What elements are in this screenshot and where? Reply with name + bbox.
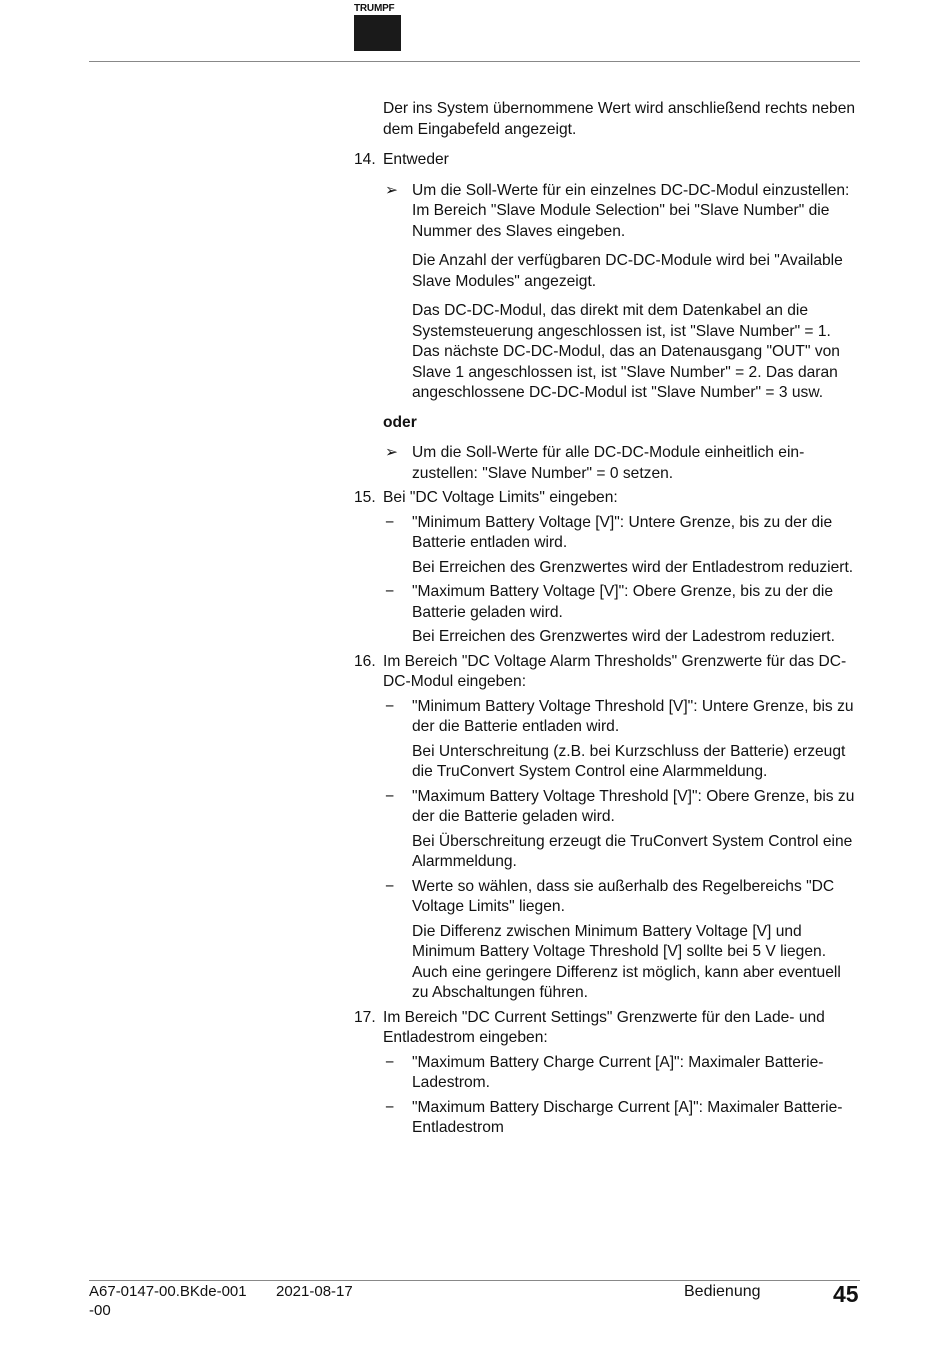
footer-rule xyxy=(89,1280,860,1281)
step-number: 15. xyxy=(354,489,376,506)
option-item xyxy=(383,181,861,404)
oder-label: oder xyxy=(383,413,417,431)
list-item xyxy=(383,513,861,579)
footer-doc-id: A67-0147-00.BKde-001-00 xyxy=(89,1283,247,1319)
option-note: Die Anzahl der verfügbaren DC-DC-Module wird bei "Available Slave Modules" angezeigt. xyxy=(412,252,843,290)
step-title: Im Bereich "DC Voltage Alarm Thresholds" Grenzwerte für das DC-DC-Modul eingeben: xyxy=(383,652,847,690)
item-text: "Minimum Battery Voltage [V]": Untere Grenze, bis zu der die Batterie entladen wird. xyxy=(412,513,833,551)
arrow-marker-icon: ➢ xyxy=(385,181,399,199)
item-text: "Maximum Battery Voltage [V]": Obere Grenze, bis zu der die Batterie geladen wird. xyxy=(412,583,834,621)
option-item xyxy=(383,443,861,484)
option-text: Um die Soll-Werte für alle DC-DC-Module einheitlich einzustellen: "Slave Number" = 0 setzen. xyxy=(412,444,805,482)
arrow-marker-icon: ➢ xyxy=(385,444,399,461)
step-number: 16. xyxy=(354,652,376,670)
option-note: Das DC-DC-Modul, das direkt mit dem Datenkabel an die Systemsteuerung angeschlossen ist, ist "Slave Number" = 1. Das nächste DC-DC-Modul, das an Datenausgang "OUT" von Slave 1 angeschlossen ist, ist "Slave Number" = 2. Das daran angeschlossene DC-DC-Modul ist "Slave Number" = 3 usw. xyxy=(412,302,840,401)
item-note: Die Differenz zwischen Minimum Battery Voltage [V] und Minimum Battery Voltage Threshold [V] sollte bei 5 V liegen. Auch eine geringere Differenz ist möglich, kann aber eventuell zu Abschaltungen führen. xyxy=(412,922,841,1001)
item-text: "Minimum Battery Voltage Threshold [V]": Untere Grenze, bis zu der die Batterie entladen wird. xyxy=(412,697,854,735)
list-item xyxy=(383,1053,861,1094)
footer-section: Bedienung xyxy=(684,1283,761,1300)
list-item xyxy=(383,877,861,1004)
step-number: 14. xyxy=(354,151,376,168)
logo-block xyxy=(354,15,401,51)
item-note: Bei Erreichen des Grenzwertes wird der Entladestrom reduziert. xyxy=(412,558,854,576)
dash-marker: − xyxy=(385,583,395,600)
step-16 xyxy=(354,652,861,1004)
step-15 xyxy=(354,488,861,648)
trumpf-logo xyxy=(354,4,401,51)
dash-marker: − xyxy=(385,787,395,805)
list-item xyxy=(383,787,861,873)
dash-marker: − xyxy=(385,513,395,531)
intro-paragraph: Der ins System übernommene Wert wird anschließend rechts neben dem Eingabefeld angezeigt. xyxy=(383,100,856,138)
dash-marker: − xyxy=(385,877,395,895)
item-note: Bei Erreichen des Grenzwertes wird der Ladestrom reduziert. xyxy=(412,628,835,645)
list-item xyxy=(383,582,861,648)
item-text: "Maximum Battery Voltage Threshold [V]": Obere Grenze, bis zu der die Batterie geladen wird. xyxy=(412,787,855,825)
page-number: 45 xyxy=(833,1281,859,1307)
header-rule xyxy=(89,61,860,62)
step-title: Entweder xyxy=(383,151,449,168)
step-title: Bei "DC Voltage Limits" eingeben: xyxy=(383,489,618,506)
list-item xyxy=(383,697,861,783)
item-note: Bei Überschreitung erzeugt die TruConvert System Control eine Alarmmeldung. xyxy=(412,832,853,870)
step-17 xyxy=(354,1008,861,1139)
list-item xyxy=(383,1098,861,1139)
item-text: "Maximum Battery Charge Current [A]": Maximaler Batterie-Ladestrom. xyxy=(412,1053,824,1091)
step-number: 17. xyxy=(354,1008,376,1026)
dash-marker: − xyxy=(385,697,395,715)
page-content xyxy=(354,99,861,1143)
item-text: "Maximum Battery Discharge Current [A]": Maximaler Batterie-Entladestrom xyxy=(412,1098,843,1136)
item-note: Bei Unterschreitung (z.B. bei Kurzschluss der Batterie) erzeugt die TruConvert System Control eine Alarmmeldung. xyxy=(412,742,846,780)
logo-text: TRUMPF xyxy=(354,3,395,14)
option-text: Um die Soll-Werte für ein einzelnes DC-DC-Modul einzustellen: Im Bereich "Slave Module Selection" bei "Slave Number" die Nummer des Slaves eingeben. xyxy=(412,181,850,240)
step-title: Im Bereich "DC Current Settings" Grenzwerte für den Lade- und Entladestrom eingeben: xyxy=(383,1008,825,1046)
item-text: Werte so wählen, dass sie außerhalb des Regelbereichs "DC Voltage Limits" liegen. xyxy=(412,877,835,915)
dash-marker: − xyxy=(385,1098,395,1116)
dash-marker: − xyxy=(385,1053,395,1071)
step-14 xyxy=(354,150,861,484)
footer-date: 2021-08-17 xyxy=(276,1283,353,1300)
